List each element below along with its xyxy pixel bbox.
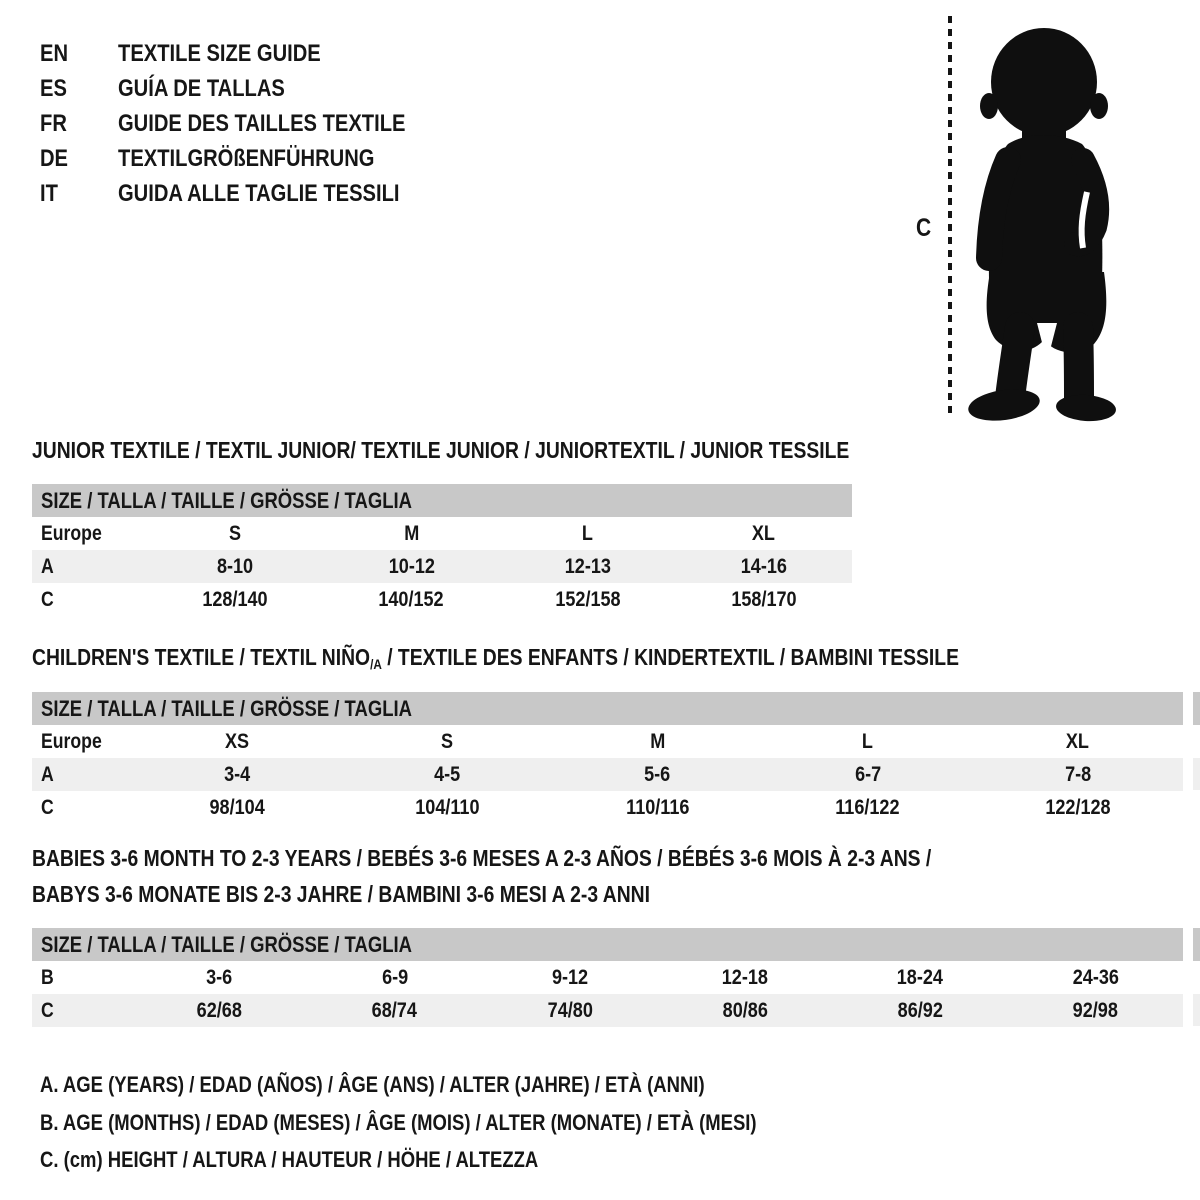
row-label: A xyxy=(41,762,54,786)
language-label: TEXTILGRÖßENFÜHRUNG xyxy=(118,144,375,172)
legend-line-a: A. AGE (YEARS) / EDAD (AÑOS) / ÂGE (ANS) / ALTER (JAHRE) / ETÀ (ANNI) xyxy=(40,1072,705,1097)
row-label: C xyxy=(41,587,54,611)
cell: 62/68 xyxy=(196,998,243,1022)
row-label: B xyxy=(41,965,54,989)
cell: 68/74 xyxy=(372,998,418,1022)
junior-section-title: JUNIOR TEXTILE / TEXTIL JUNIOR/ TEXTILE JUNIOR / JUNIORTEXTIL / JUNIOR TESSILE xyxy=(32,437,850,463)
cell: 7-8 xyxy=(1064,762,1091,786)
language-label: TEXTILE SIZE GUIDE xyxy=(118,39,321,67)
language-row-de xyxy=(40,141,460,176)
table-row xyxy=(32,994,1183,1027)
cell: 92/98 xyxy=(1072,998,1119,1022)
babies-shaded-row-sliver xyxy=(1193,994,1200,1026)
children-header-sliver xyxy=(1193,692,1200,725)
cell: XL xyxy=(1066,729,1090,753)
cell: M xyxy=(649,729,666,753)
cell: 86/92 xyxy=(897,998,943,1022)
language-code: IT xyxy=(40,179,58,207)
cell: 5-6 xyxy=(644,762,671,786)
legend-line-c: C. (cm) HEIGHT / ALTURA / HAUTEUR / HÖHE / ALTEZZA xyxy=(40,1147,539,1172)
language-label: GUIDE DES TAILLES TEXTILE xyxy=(118,109,406,137)
cell: 116/122 xyxy=(835,795,900,819)
cell: 8-10 xyxy=(217,554,254,578)
cell: 74/80 xyxy=(547,998,593,1022)
language-list xyxy=(40,36,460,211)
cell: L xyxy=(582,521,594,545)
children-section-title: CHILDREN'S TEXTILE / TEXTIL NIÑO/A / TEXTILE DES ENFANTS / KINDERTEXTIL / BAMBINI TESSILE xyxy=(32,644,959,672)
cell: L xyxy=(862,729,874,753)
cell: 104/110 xyxy=(415,795,480,819)
row-label: Europe xyxy=(41,729,102,753)
cell: XS xyxy=(225,729,250,753)
cell: 158/170 xyxy=(731,587,797,611)
cell: 128/140 xyxy=(202,587,268,611)
cell: 152/158 xyxy=(554,587,621,611)
language-label: GUIDA ALLE TAGLIE TESSILI xyxy=(118,179,400,207)
row-label: Europe xyxy=(41,521,102,545)
babies-size-table xyxy=(32,928,1183,1027)
cell: 18-24 xyxy=(897,965,944,989)
language-label: GUÍA DE TALLAS xyxy=(118,74,285,102)
children-shaded-row-sliver xyxy=(1193,758,1200,790)
table-row xyxy=(32,725,1183,758)
cell: 9-12 xyxy=(551,965,588,989)
cell: 80/86 xyxy=(722,998,768,1022)
cell: 10-12 xyxy=(388,554,435,578)
cell: 12-13 xyxy=(564,554,611,578)
toddler-silhouette-icon xyxy=(962,22,1142,422)
language-row-en xyxy=(40,36,460,71)
height-dashed-line xyxy=(948,16,952,416)
language-code: EN xyxy=(40,39,69,67)
cell: 110/116 xyxy=(625,795,690,819)
row-label: A xyxy=(41,554,54,578)
cell: 3-4 xyxy=(224,762,251,786)
legend-line-b: B. AGE (MONTHS) / EDAD (MESES) / ÂGE (MOIS) / ALTER (MONATE) / ETÀ (MESI) xyxy=(40,1110,757,1135)
language-row-es xyxy=(40,71,460,106)
babies-section-title-line2: BABYS 3-6 MONATE BIS 2-3 JAHRE / BAMBINI 3-6 MESI A 2-3 ANNI xyxy=(32,881,650,907)
title-subscript: /A xyxy=(370,656,382,672)
table-row xyxy=(32,550,852,583)
table-row xyxy=(32,517,852,550)
table-row xyxy=(32,583,852,616)
row-label: C xyxy=(41,998,54,1022)
language-row-it xyxy=(40,176,460,211)
cell: M xyxy=(403,521,419,545)
cell: 3-6 xyxy=(206,965,233,989)
height-measure-label: C xyxy=(916,214,932,242)
cell: 12-18 xyxy=(721,965,769,989)
language-code: DE xyxy=(40,144,69,172)
language-code: ES xyxy=(40,74,67,102)
cell: XL xyxy=(752,521,776,545)
babies-section-title-line1: BABIES 3-6 MONTH TO 2-3 YEARS / BEBÉS 3-6 MESES A 2-3 AÑOS / BÉBÉS 3-6 MOIS À 2-3 ANS / xyxy=(32,845,932,871)
table-row xyxy=(32,961,1183,994)
junior-size-table xyxy=(32,484,852,616)
cell: 6-7 xyxy=(854,762,881,786)
row-label: C xyxy=(41,795,54,819)
junior-table-header: SIZE / TALLA / TAILLE / GRÖSSE / TAGLIA xyxy=(32,484,852,517)
cell: 140/152 xyxy=(378,587,445,611)
babies-header-sliver xyxy=(1193,928,1200,961)
cell: S xyxy=(229,521,242,545)
language-row-fr xyxy=(40,106,460,141)
cell: 98/104 xyxy=(209,795,265,819)
cell: 122/128 xyxy=(1045,795,1111,819)
cell: 14-16 xyxy=(740,554,787,578)
table-row xyxy=(32,758,1183,791)
language-code: FR xyxy=(40,109,67,137)
cell: 24-36 xyxy=(1072,965,1119,989)
children-table-header: SIZE / TALLA / TAILLE / GRÖSSE / TAGLIA xyxy=(32,692,1183,725)
babies-table-header: SIZE / TALLA / TAILLE / GRÖSSE / TAGLIA xyxy=(32,928,1183,961)
table-row xyxy=(32,791,1183,824)
children-size-table xyxy=(32,692,1183,824)
cell: 6-9 xyxy=(381,965,408,989)
cell: S xyxy=(441,729,454,753)
cell: 4-5 xyxy=(434,762,461,786)
